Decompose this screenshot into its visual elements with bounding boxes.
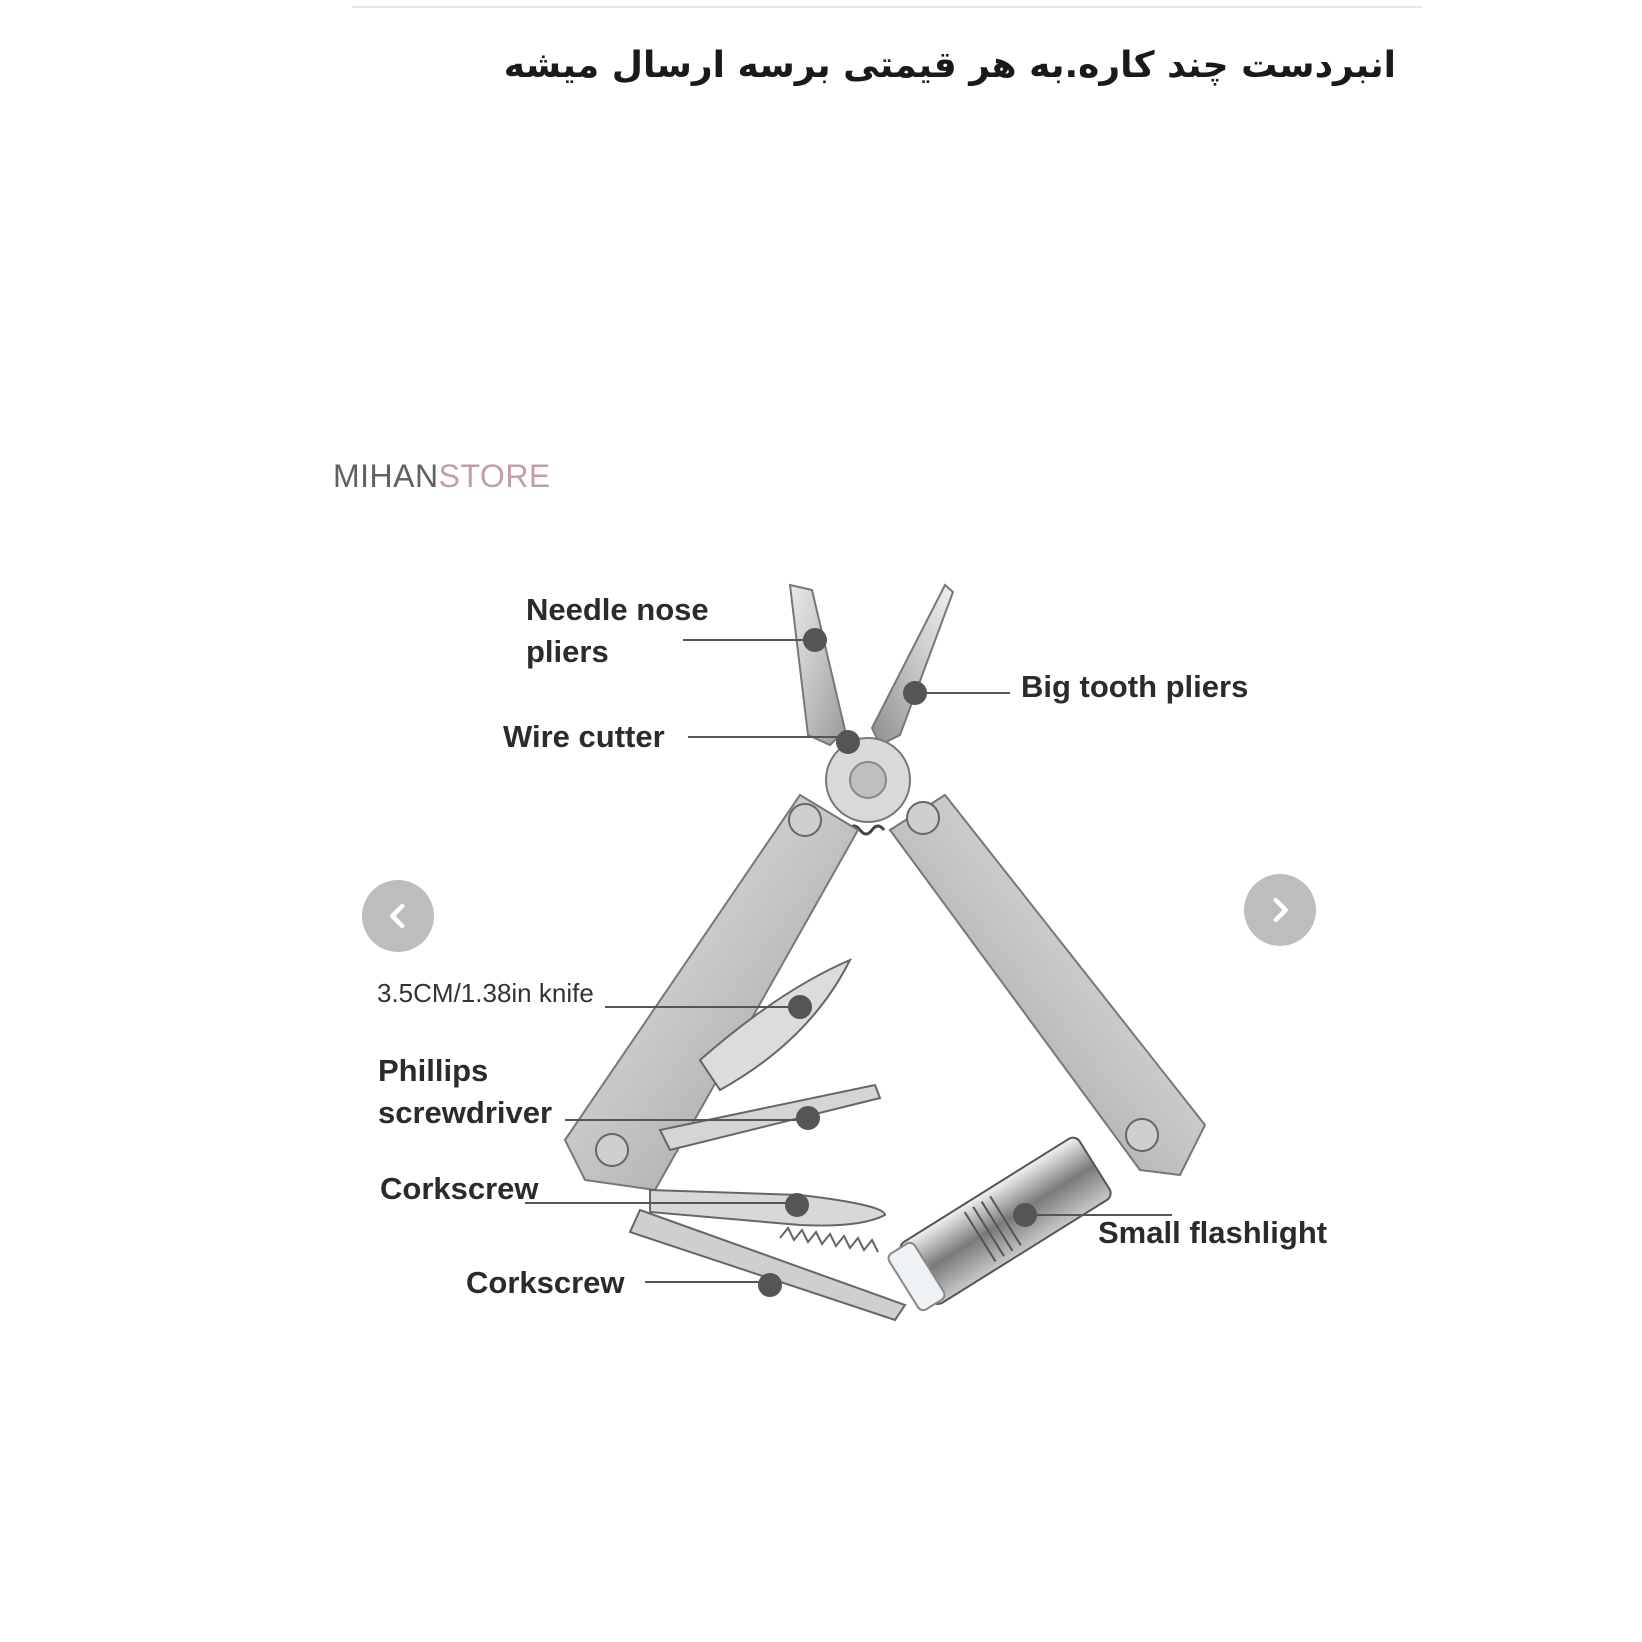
top-divider <box>352 6 1422 8</box>
post-caption: انبردست چند کاره.به هر قیمتی برسه ارسال میشه <box>503 45 1396 86</box>
callout-knife: 3.5CM/1.38in knife <box>377 978 594 1008</box>
callout-flashlight: Small flashlight <box>1098 1215 1328 1250</box>
chevron-left-icon <box>381 899 415 933</box>
store-watermark <box>333 458 551 495</box>
callout-corkscrew-1: Corkscrew <box>380 1171 539 1206</box>
callout-needle-nose-line2: pliers <box>526 634 609 669</box>
watermark-part-1: MIHAN <box>333 458 439 494</box>
callout-needle-nose <box>526 589 709 673</box>
callout-corkscrew-2: Corkscrew <box>466 1265 625 1300</box>
carousel-next-button[interactable] <box>1244 874 1316 946</box>
carousel-prev-button[interactable] <box>362 880 434 952</box>
watermark-part-2: STORE <box>438 458 551 494</box>
callout-needle-nose-line1: Needle nose <box>526 592 709 627</box>
callout-wire-cutter: Wire cutter <box>503 719 665 754</box>
callout-phillips <box>378 1050 552 1134</box>
callout-phillips-line2: screwdriver <box>378 1095 553 1130</box>
callout-big-tooth: Big tooth pliers <box>1021 669 1249 704</box>
callout-phillips-line1: Phillips <box>378 1053 489 1088</box>
chevron-right-icon <box>1263 893 1297 927</box>
